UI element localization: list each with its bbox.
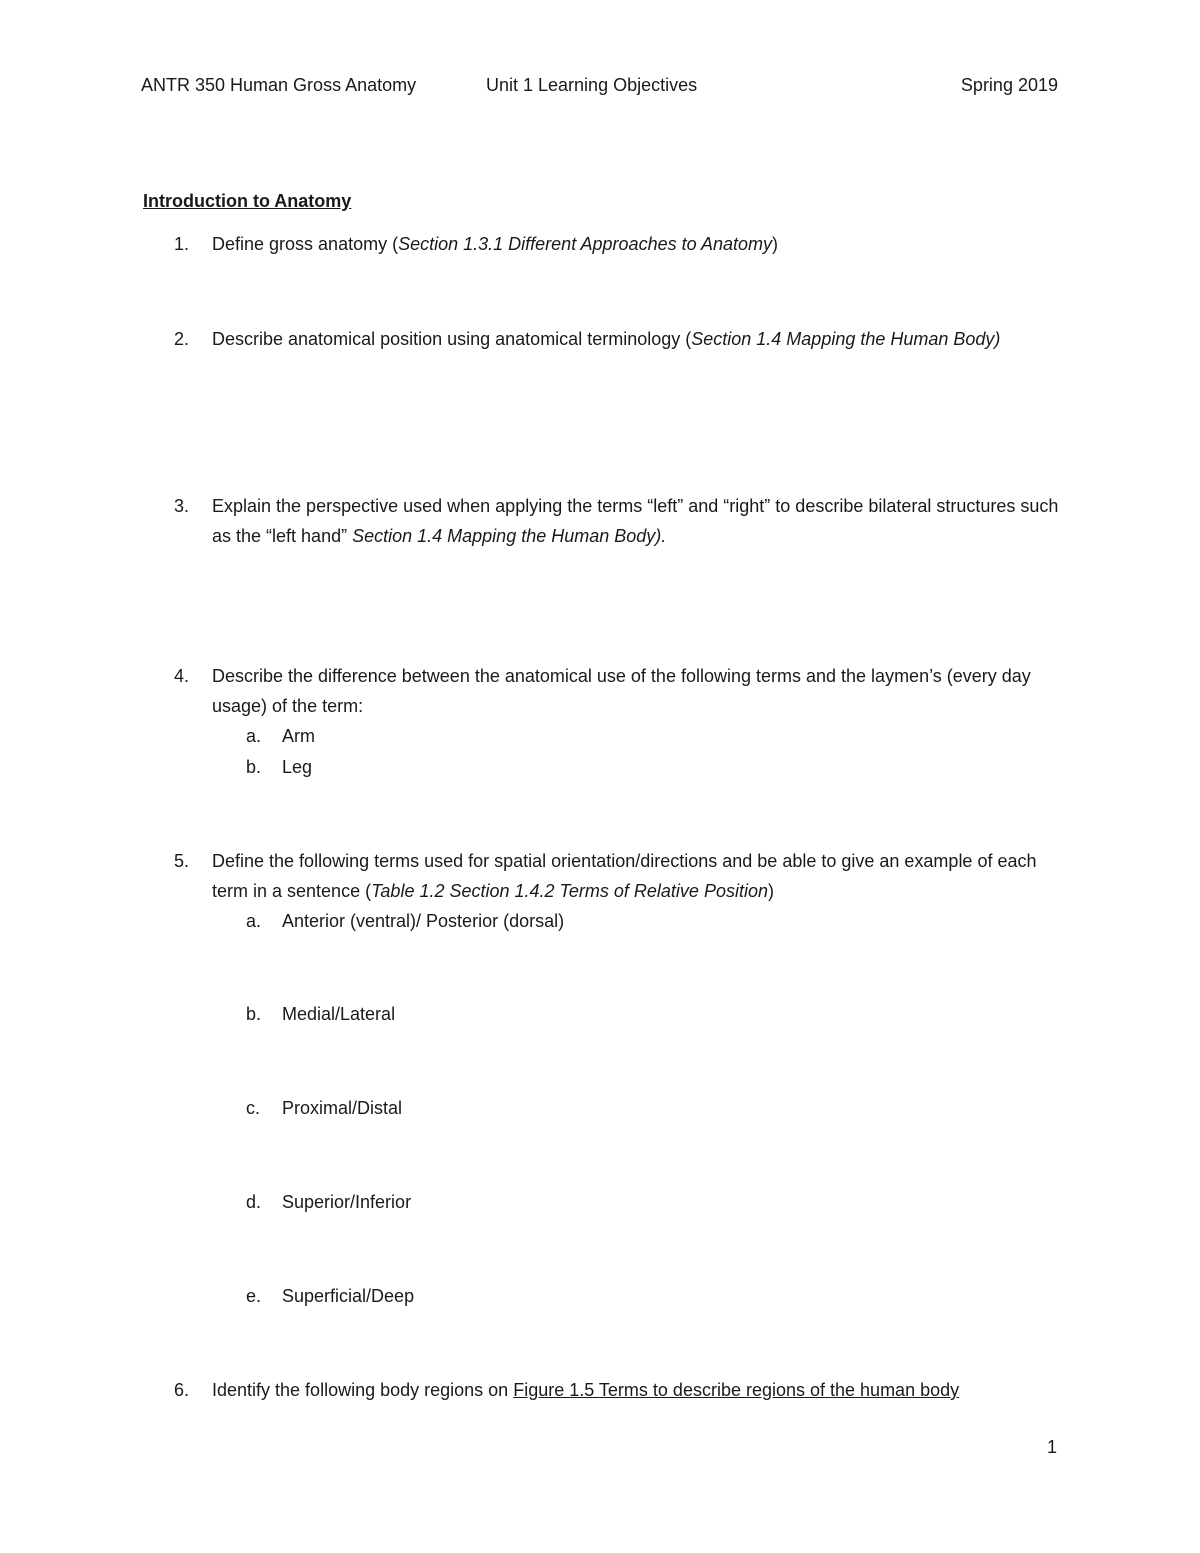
subitem-text: Superficial/Deep <box>282 1286 415 1306</box>
objective-number: 2. <box>174 329 190 349</box>
header-course: ANTR 350 Human Gross Anatomy <box>141 75 417 95</box>
section-title: Introduction to Anatomy <box>143 191 352 211</box>
section-reference: Section 1.4 Mapping the Human Body). <box>352 526 667 546</box>
objective-number: 6. <box>174 1380 190 1400</box>
header-unit: Unit 1 Learning Objectives <box>486 75 698 95</box>
subitem-letter: e. <box>246 1286 262 1306</box>
section-reference: Section 1.4 Mapping the Human Body) <box>691 329 1001 349</box>
subitem-text: Superior/Inferior <box>282 1192 412 1212</box>
objective-number: 5. <box>174 851 190 871</box>
subitem-proximal-distal <box>0 1093 1200 1123</box>
objective-text: Identify the following body regions on Figure 1.5 Terms to describe regions of the human body <box>212 1380 960 1400</box>
objective-number: 4. <box>174 666 190 686</box>
subitem-medial-lateral <box>0 999 1200 1029</box>
subitem-text: Leg <box>282 757 313 777</box>
subitem-text: Proximal/Distal <box>282 1098 403 1118</box>
objective-text: Describe the difference between the anatomical use of the following terms and the laymen’s (every day usage) of the term: <box>212 666 1031 716</box>
objective-text: Explain the perspective used when applying the terms “left” and “right” to describe bilateral structures such as the “left hand” Section 1.4 Mapping the Human Body). <box>212 496 1059 546</box>
objective-number: 3. <box>174 496 190 516</box>
page-header <box>0 72 1200 102</box>
subitem-text: Arm <box>282 726 315 746</box>
subitem-anterior-posterior <box>0 906 1200 936</box>
objective-number: 1. <box>174 234 190 254</box>
subitem-letter: c. <box>246 1098 261 1118</box>
figure-link[interactable]: Figure 1.5 Terms to describe regions of the human body <box>513 1380 960 1400</box>
subitem-letter: b. <box>246 757 262 777</box>
header-term: Spring 2019 <box>960 75 1058 95</box>
page-number: 1 <box>1046 1437 1057 1457</box>
subitem-letter: a. <box>246 911 262 931</box>
subitem-letter: b. <box>246 1004 262 1024</box>
subitem-letter: d. <box>246 1192 262 1212</box>
subitem-superior-inferior <box>0 1187 1200 1217</box>
subitem-arm <box>0 721 1200 751</box>
subitem-leg <box>0 752 1200 782</box>
objective-text: Describe anatomical position using anatomical terminology (Section 1.4 Mapping the Human Body) <box>212 329 1001 349</box>
objective-text: Define the following terms used for spatial orientation/directions and be able to give an example of each term in a sentence (Table 1.2 Section 1.4.2 Terms of Relative Position) <box>212 851 1037 901</box>
subitem-superficial-deep <box>0 1281 1200 1311</box>
section-reference: Table 1.2 Section 1.4.2 Terms of Relative Position <box>371 881 768 901</box>
objective-text: Define gross anatomy (Section 1.3.1 Different Approaches to Anatomy) <box>212 234 778 254</box>
subitem-text: Medial/Lateral <box>282 1004 396 1024</box>
section-reference: Section 1.3.1 Different Approaches to Anatomy <box>398 234 772 254</box>
subitem-text: Anterior (ventral)/ Posterior (dorsal) <box>282 911 565 931</box>
subitem-letter: a. <box>246 726 262 746</box>
